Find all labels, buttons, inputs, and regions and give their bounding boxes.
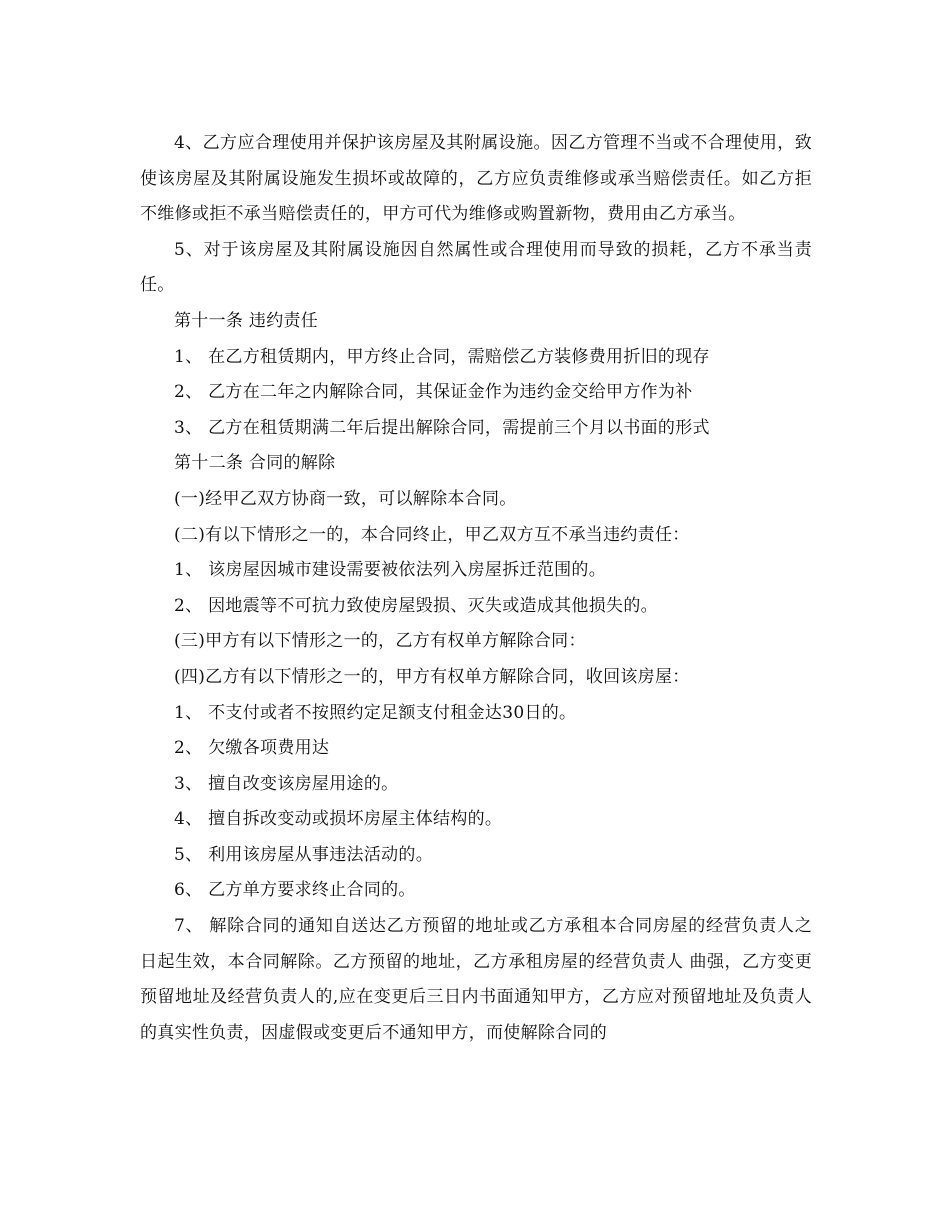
article-12-section-1: (一)经甲乙双方协商一致，可以解除本合同。 [174, 488, 517, 509]
section-2-item-2: 2、 因地震等不可抗力致使房屋毁损、灭失或造成其他损失的。 [174, 595, 658, 616]
document-body [140, 126, 812, 1051]
article-12-section-2: (二)有以下情形之一的，本合同终止，甲乙双方互不承当违约责任： [174, 524, 690, 545]
article-11-item-1: 1、 在乙方租赁期内，甲方终止合同，需赔偿乙方装修费用折旧的现存 [174, 346, 710, 367]
article-12-heading: 第十二条 合同的解除 [174, 453, 336, 474]
section-4-item-3: 3、 擅自改变该房屋用途的。 [174, 773, 399, 794]
section-4-item-5: 5、 利用该房屋从事违法活动的。 [174, 844, 434, 865]
article-12-section-4: (四)乙方有以下情形之一的，甲方有权单方解除合同，收回该房屋： [174, 666, 690, 687]
clause-5-paragraph: 5、对于该房屋及其附属设施因自然属性或合理使用而导致的损耗，乙方不承当责任。 [140, 239, 812, 296]
article-11-item-2: 2、 乙方在二年之内解除合同，其保证金作为违约金交给甲方作为补 [174, 382, 693, 403]
section-4-item-7-paragraph: 7、 解除合同的通知自送达乙方预留的地址或乙方承租本合同房屋的经营负责人之日起生效，本合同解除。乙方预留的地址，乙方承租房屋的经营负责人 曲强，乙方变更预留地址及经营负责人的,应在变更后三日内书面通知甲方，乙方应对预留地址及负责人的真实性负责，因虚假或变更后不通知甲方，而使解除合同的 [140, 916, 812, 1043]
article-11-item-3: 3、 乙方在租赁期满二年后提出解除合同，需提前三个月以书面的形式 [174, 417, 710, 438]
section-2-item-1: 1、 该房屋因城市建设需要被依法列入房屋拆迁范围的。 [174, 560, 607, 581]
section-4-item-1: 1、 不支付或者不按照约定足额支付租金达30日的。 [174, 702, 577, 723]
article-12-section-3: (三)甲方有以下情形之一的，乙方有权单方解除合同： [174, 631, 586, 652]
clause-4-paragraph: 4、乙方应合理使用并保护该房屋及其附属设施。因乙方管理不当或不合理使用，致使该房屋及其附属设施发生损坏或故障的，乙方应负责维修或承当赔偿责任。如乙方拒不维修或拒不承当赔偿责任的，甲方可代为维修或购置新物，费用由乙方承当。 [140, 133, 812, 225]
section-4-item-4: 4、 擅自拆改变动或损坏房屋主体结构的。 [174, 809, 503, 830]
section-4-item-6: 6、 乙方单方要求终止合同的。 [174, 880, 416, 901]
section-4-item-2: 2、 欠缴各项费用达 [174, 738, 330, 759]
article-11-heading: 第十一条 违约责任 [174, 310, 319, 331]
